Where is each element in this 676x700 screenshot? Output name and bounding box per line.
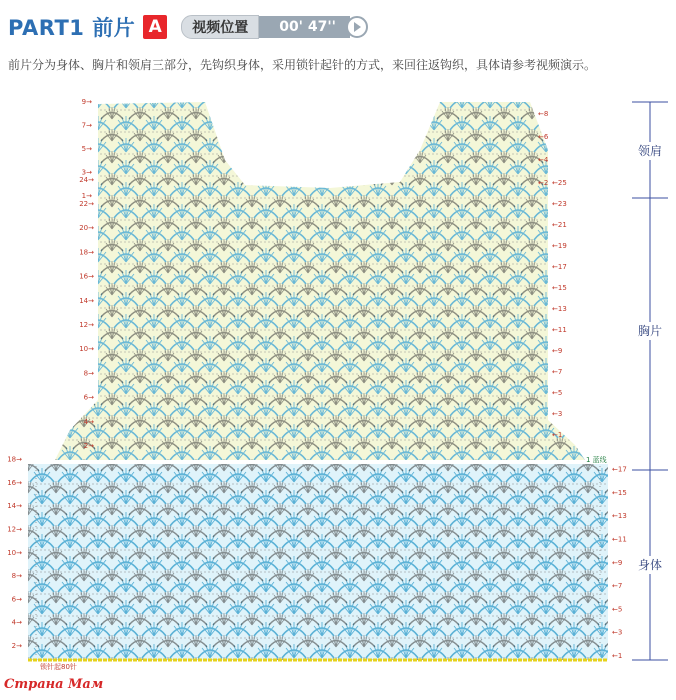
section-label-shoulder: 领肩	[638, 144, 663, 158]
row-number: ←23	[552, 200, 567, 208]
row-number: 6→	[83, 393, 94, 402]
row-number: ←6	[538, 133, 549, 141]
row-number: ←4	[538, 156, 549, 164]
video-time: 00' 47''	[259, 16, 350, 38]
row-numbers-body-left	[7, 456, 22, 650]
row-number: 12→	[7, 525, 22, 534]
row-number: 16→	[79, 272, 94, 281]
row-number: ←15	[552, 284, 567, 292]
row-number: 14→	[79, 296, 94, 305]
row-numbers-shoulder-left	[82, 98, 92, 200]
row-number: 7→	[81, 121, 92, 130]
row-numbers-body-right	[612, 466, 627, 660]
row-number: 2→	[11, 642, 22, 650]
watermark: Страна Мам	[4, 677, 104, 692]
row-number: ←9	[552, 347, 563, 355]
row-number: ←7	[552, 368, 563, 376]
section-label-body: 身体	[638, 558, 663, 572]
row-number: 24→	[79, 175, 94, 184]
header	[8, 10, 368, 44]
row-number: ←15	[612, 488, 627, 497]
row-number: 18→	[7, 455, 22, 464]
body-pattern-dark	[28, 464, 608, 660]
row-number: 6→	[11, 595, 22, 604]
row-number: 12→	[79, 321, 94, 329]
row-number: ←17	[552, 263, 567, 271]
row-number: ←8	[538, 110, 549, 118]
part-title: PART1 前片	[8, 16, 136, 40]
chain-start-label: 锁针起80针	[40, 663, 77, 671]
description: 前片分为身体、胸片和领肩三部分，先钩织身体，采用锁针起针的方式，来回往返钩织，具体请参考视频演示。	[8, 58, 597, 72]
row-number: ←13	[552, 305, 567, 313]
row-number: 16→	[7, 478, 22, 487]
row-number: ←2	[538, 179, 549, 187]
row-number: 22→	[79, 200, 94, 208]
attach-label: 1 蓝线	[586, 456, 607, 464]
row-number: 4→	[11, 618, 22, 627]
row-number: 5→	[81, 145, 92, 153]
row-number: ←7	[612, 582, 623, 591]
row-number: 8→	[11, 572, 22, 581]
row-number: ←5	[612, 605, 623, 614]
row-number: ←11	[552, 326, 567, 334]
crochet-diagram	[0, 90, 676, 690]
row-number: 10→	[79, 345, 94, 354]
row-number: 9→	[81, 98, 92, 106]
row-number: 3→	[81, 168, 92, 177]
row-number: 10→	[7, 548, 22, 557]
row-number: ←3	[612, 628, 623, 637]
row-number: 1→	[81, 192, 92, 200]
row-number: 4→	[83, 417, 94, 426]
row-number: 2→	[83, 442, 94, 450]
row-number: ←13	[612, 512, 627, 521]
row-numbers-chest-right	[552, 179, 567, 439]
section-label-chest: 胸片	[638, 324, 663, 338]
video-position-button[interactable]	[181, 16, 368, 38]
section-ruler	[632, 102, 668, 660]
row-number: ←11	[612, 535, 627, 544]
row-number: 14→	[7, 502, 22, 511]
row-number: 18→	[79, 248, 94, 257]
play-icon[interactable]	[346, 16, 368, 38]
row-number: ←1	[552, 431, 563, 439]
row-number: ←17	[612, 465, 627, 474]
row-number: 8→	[83, 369, 94, 378]
row-number: ←25	[552, 179, 567, 187]
row-number: ←3	[552, 410, 563, 418]
row-number: ←1	[612, 652, 623, 660]
chest-pattern-dark	[55, 102, 585, 460]
row-number: ←21	[552, 221, 567, 229]
row-number: 20→	[79, 224, 94, 233]
row-number: ←5	[552, 389, 563, 397]
row-number: ←19	[552, 242, 567, 250]
row-number: ←9	[612, 558, 623, 567]
video-label: 视频位置	[181, 15, 259, 39]
part-badge: A	[143, 15, 167, 39]
